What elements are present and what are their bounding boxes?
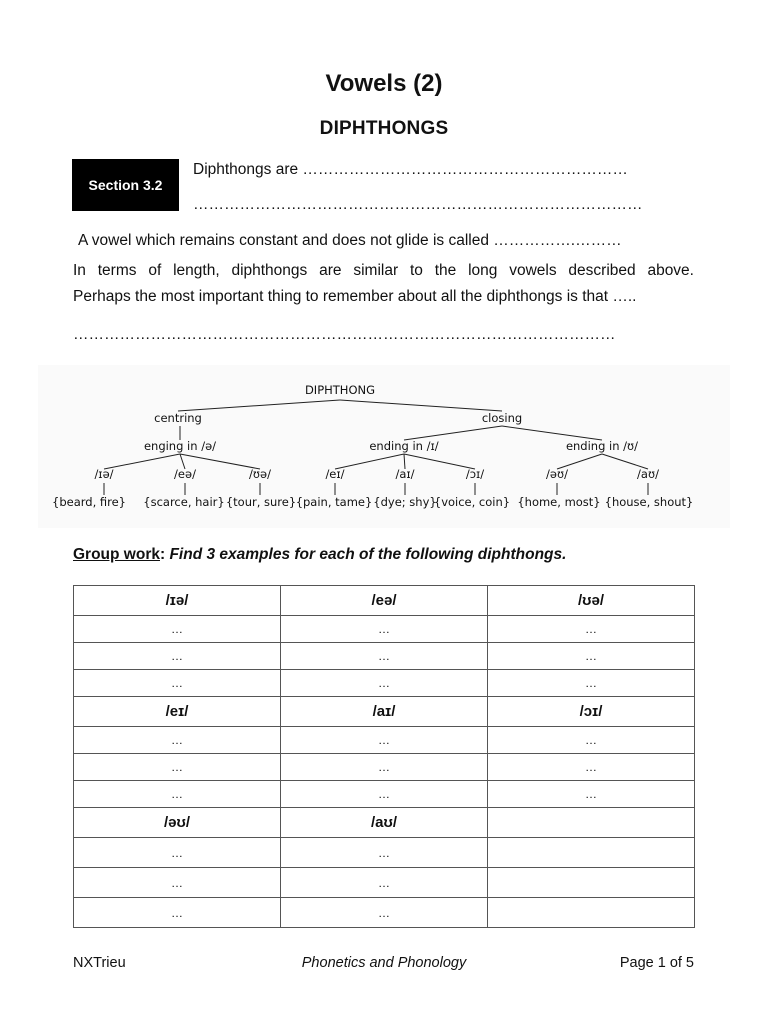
tree-root-label: DIPHTHONG <box>304 383 376 397</box>
table-cell[interactable]: … <box>488 670 695 697</box>
table-row <box>74 643 695 670</box>
tree-example: {dye; shy} <box>373 495 437 509</box>
table-cell[interactable] <box>488 838 695 868</box>
table-header-cell: /eɪ/ <box>74 697 281 727</box>
table-header-cell: /ɪə/ <box>74 586 281 616</box>
table-cell[interactable]: … <box>74 670 281 697</box>
tree-example: {beard, fire} <box>52 495 126 509</box>
group-work-instruction <box>73 546 566 564</box>
tree-example: {voice, coin} <box>433 495 511 509</box>
footer-author: NXTrieu <box>73 955 126 971</box>
tree-example: {home, most} <box>517 495 601 509</box>
table-cell[interactable]: … <box>281 898 488 928</box>
tree-group-i: ending in /ɪ/ <box>369 439 439 453</box>
page-title: Vowels (2) <box>325 70 443 97</box>
tree-ipa: /eɪ/ <box>325 467 345 481</box>
table-cell[interactable]: … <box>74 898 281 928</box>
page-subtitle: DIPHTHONGS <box>319 118 449 139</box>
tree-example: {pain, tame} <box>295 495 373 509</box>
table-cell[interactable]: … <box>281 670 488 697</box>
diphthong-examples-table <box>73 585 695 928</box>
table-header-row <box>74 697 695 727</box>
tree-closing-label: closing <box>481 411 523 425</box>
tree-group-u: ending in /ʊ/ <box>565 439 639 453</box>
table-row <box>74 781 695 808</box>
table-cell[interactable]: … <box>74 727 281 754</box>
section-badge <box>72 159 179 211</box>
table-row <box>74 898 695 928</box>
tree-ipa: /ɪə/ <box>94 467 114 481</box>
table-cell[interactable]: … <box>488 754 695 781</box>
table-header-row <box>74 586 695 616</box>
definition-line-1: Diphthongs are ……………………………………………………… <box>193 161 628 178</box>
table-cell[interactable]: … <box>74 643 281 670</box>
length-paragraph-line-2: Perhaps the most important thing to remember about all the diphthongs is that ….. <box>73 288 637 305</box>
section-badge-label: Section 3.2 <box>88 177 163 193</box>
length-paragraph-line-1: In terms of length, diphthongs are similar to the long vowels described above. <box>73 262 694 279</box>
tree-group-schwa: enging in /ə/ <box>143 439 217 453</box>
table-cell[interactable]: … <box>281 838 488 868</box>
table-row <box>74 754 695 781</box>
definition-line-2: …………………………………………………………………………… <box>193 196 643 213</box>
table-header-cell: /ʊə/ <box>488 586 695 616</box>
footer-page-number: Page 1 of 5 <box>619 955 694 971</box>
table-cell[interactable]: … <box>74 616 281 643</box>
tree-example: {tour, sure} <box>225 495 297 509</box>
table-cell[interactable]: … <box>281 754 488 781</box>
table-cell[interactable]: … <box>488 727 695 754</box>
table-cell[interactable]: … <box>488 616 695 643</box>
table-cell[interactable]: … <box>74 868 281 898</box>
table-row <box>74 727 695 754</box>
table-cell[interactable]: … <box>281 643 488 670</box>
table-cell[interactable]: … <box>281 868 488 898</box>
table-header-cell <box>488 808 695 838</box>
table-row <box>74 838 695 868</box>
table-row <box>74 616 695 643</box>
table-cell[interactable]: … <box>74 781 281 808</box>
tree-example: {house, shout} <box>604 495 694 509</box>
tree-centring-label: centring <box>154 411 202 425</box>
table-row <box>74 670 695 697</box>
footer-course: Phonetics and Phonology <box>301 955 467 971</box>
diphthong-tree-diagram <box>38 365 730 528</box>
tree-ipa: /aʊ/ <box>637 467 659 481</box>
constant-vowel-line: A vowel which remains constant and does not glide is called …………….……… <box>78 232 622 249</box>
tree-ipa: /ʊə/ <box>249 467 271 481</box>
table-cell[interactable]: … <box>281 616 488 643</box>
blank-answer-line: …………………………………………………………………………………………… <box>73 326 616 343</box>
tree-ipa: /eə/ <box>174 467 196 481</box>
table-cell[interactable]: … <box>74 838 281 868</box>
table-cell[interactable]: … <box>281 781 488 808</box>
tree-example: {scarce, hair} <box>143 495 225 509</box>
tree-ipa: /ɔɪ/ <box>465 467 485 481</box>
table-header-row <box>74 808 695 838</box>
table-header-cell: /aɪ/ <box>281 697 488 727</box>
table-header-cell: /ɔɪ/ <box>488 697 695 727</box>
tree-ipa: /aɪ/ <box>395 467 415 481</box>
table-header-cell: /eə/ <box>281 586 488 616</box>
table-row <box>74 868 695 898</box>
table-cell[interactable]: … <box>488 781 695 808</box>
table-cell[interactable]: … <box>74 754 281 781</box>
group-work-label: Group work <box>73 546 160 563</box>
table-header-cell: /aʊ/ <box>281 808 488 838</box>
table-header-cell: /əʊ/ <box>74 808 281 838</box>
table-cell[interactable]: … <box>281 727 488 754</box>
table-cell[interactable]: … <box>488 643 695 670</box>
group-work-colon: : <box>159 546 166 563</box>
group-work-text: Find 3 examples for each of the following diphthongs. <box>165 546 567 563</box>
table-cell[interactable] <box>488 868 695 898</box>
table-cell[interactable] <box>488 898 695 928</box>
tree-ipa: /əʊ/ <box>546 467 568 481</box>
